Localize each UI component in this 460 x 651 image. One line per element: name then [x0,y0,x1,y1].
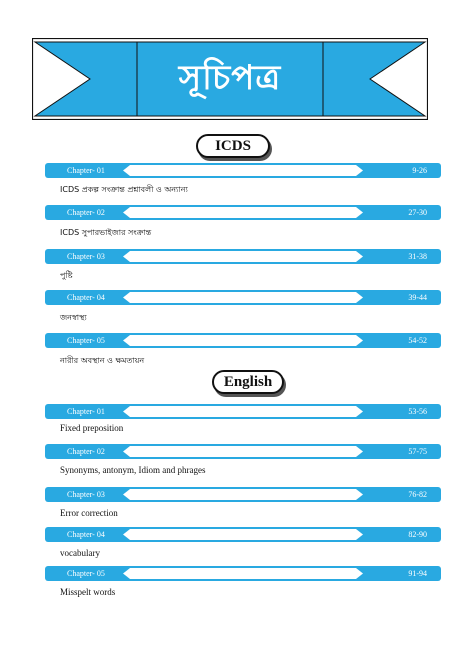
chapter-bar[interactable] [45,249,441,264]
chapter-title: জনস্বাস্থ্য [60,313,87,322]
chapter-pages: 27-30 [408,208,427,217]
section-heading-english: English [212,370,284,394]
chapter-label: Chapter- 02 [67,447,105,456]
chapter-pages: 31-38 [408,252,427,261]
chapter-pages: 54-52 [408,336,427,345]
chapter-label: Chapter- 02 [67,208,105,217]
chapter-label: Chapter- 01 [67,166,105,175]
chapter-title: vocabulary [60,548,100,558]
chapter-label: Chapter- 01 [67,407,105,416]
chapter-bar[interactable] [45,487,441,502]
chapter-title: ICDS প্রকল্প সংক্রান্ত প্রশ্নাবলী ও অন্যান্য [60,185,188,194]
chapter-label: Chapter- 05 [67,569,105,578]
chapter-label: Chapter- 05 [67,336,105,345]
chapter-bar[interactable] [45,290,441,305]
chapter-title: Misspelt words [60,587,116,597]
chapter-pages: 82-90 [408,530,427,539]
chapter-label: Chapter- 04 [67,293,105,302]
chapter-title: Error correction [60,508,118,518]
section-heading-icds: ICDS [196,134,270,158]
chapter-pages: 57-75 [408,447,427,456]
chapter-title: Fixed preposition [60,423,124,433]
chapter-bar[interactable] [45,566,441,581]
chapter-pages: 39-44 [408,293,427,302]
chapter-pages: 53-56 [408,407,427,416]
chapter-title: নারীর অবস্থান ও ক্ষমতায়ন [60,356,145,365]
chapter-label: Chapter- 04 [67,530,105,539]
chapter-bar[interactable] [45,163,441,178]
chapter-bar[interactable] [45,333,441,348]
chapter-bar[interactable] [45,404,441,419]
chapter-pages: 76-82 [408,490,427,499]
chapter-pages: 9-26 [412,166,427,175]
chapter-bar[interactable] [45,205,441,220]
chapter-title: Synonyms, antonym, Idiom and phrages [60,465,206,475]
chapter-title: ICDS সুপারভাইজার সংক্রান্ত [60,228,152,237]
chapter-bar[interactable] [45,444,441,459]
page-title: সূচিপত্র [178,58,282,98]
chapter-pages: 91-94 [408,569,427,578]
chapter-label: Chapter- 03 [67,252,105,261]
chapter-title: পুষ্টি [60,271,73,280]
title-banner [32,38,428,120]
chapter-label: Chapter- 03 [67,490,105,499]
chapter-bar[interactable] [45,527,441,542]
